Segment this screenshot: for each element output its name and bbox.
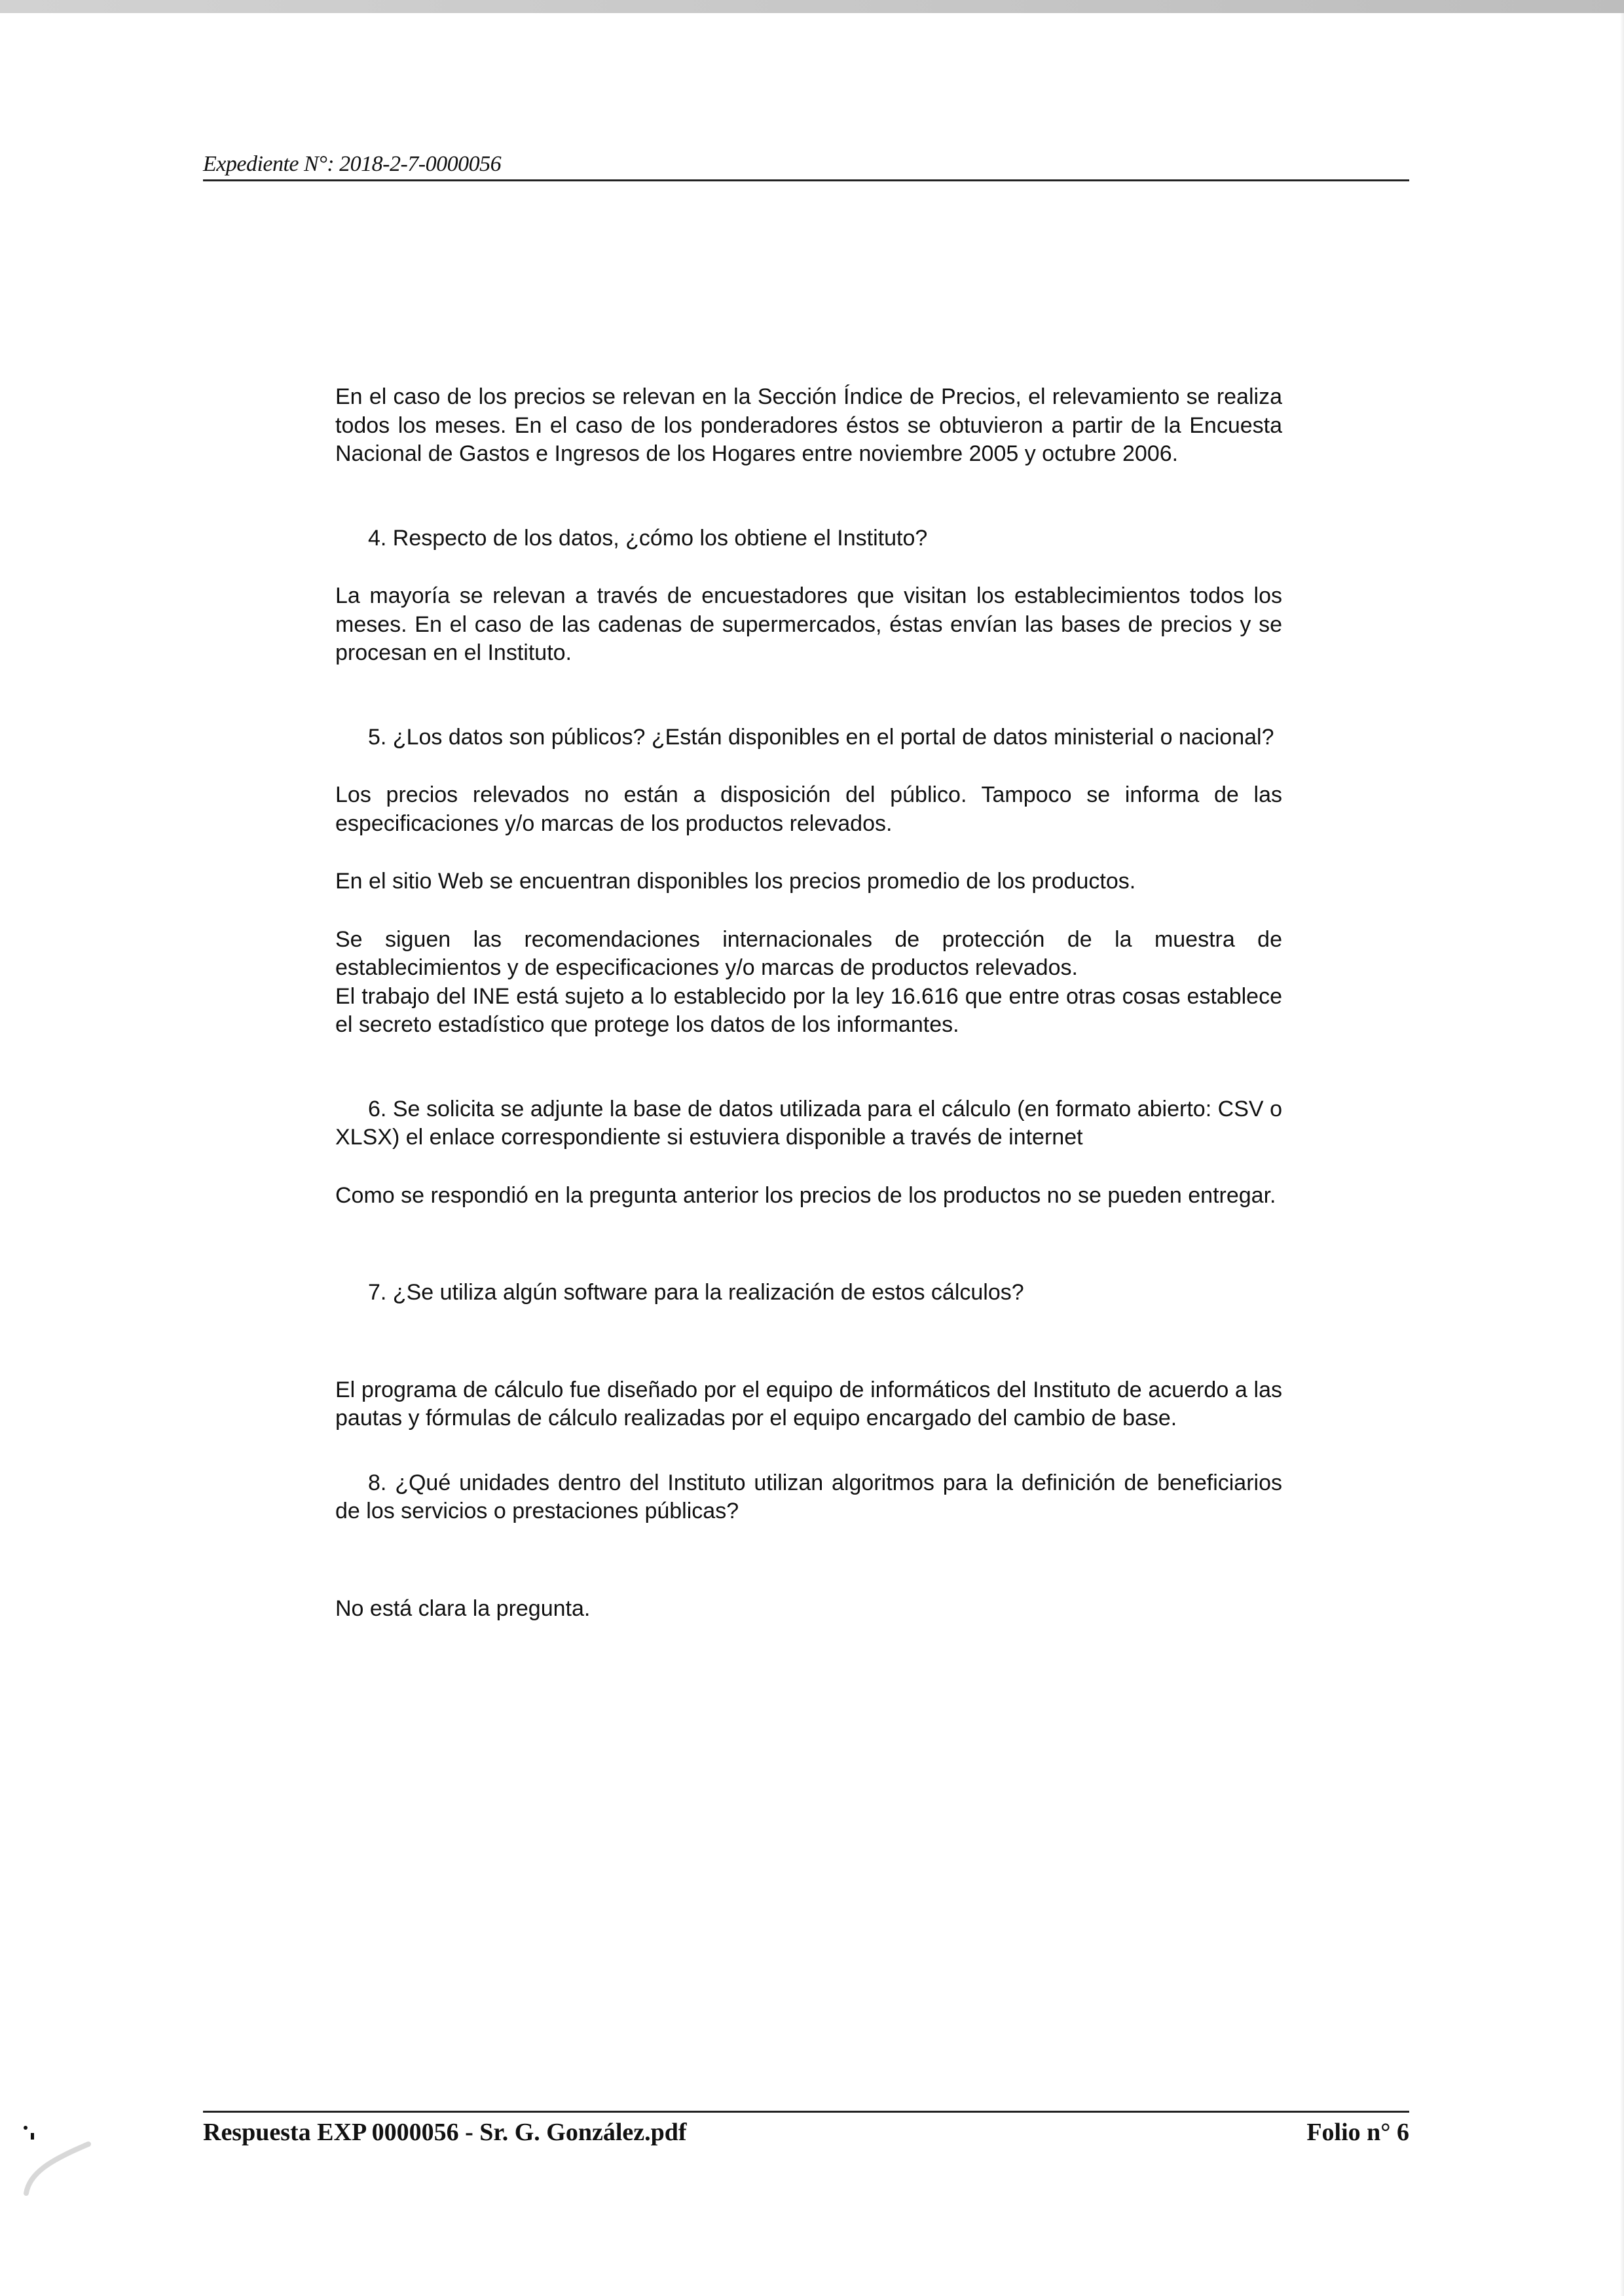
scan-right-edge (1620, 13, 1624, 2296)
footer-folio: Folio n° 6 (1306, 2119, 1409, 2146)
document-body (335, 383, 1282, 1623)
answer-4: La mayoría se relevan a través de encuestadores que visitan los establecimientos todos los meses. En el caso de las cadenas de supermercados, éstas envían las bases de precios y se procesan en el Instituto. (335, 583, 1282, 665)
expediente-number: Expediente N°: 2018-2-7-0000056 (203, 152, 502, 176)
question-7: 7. ¿Se utiliza algún software para la realización de estos cálculos? (368, 1280, 1024, 1305)
scan-mark-scribble (10, 2121, 101, 2200)
page-header (203, 152, 1409, 181)
footer-filename: Respuesta EXP 0000056 - Sr. G. González.pdf (203, 2119, 687, 2146)
answer-5-paragraph-3: Se siguen las recomendaciones internacionales de protección de la muestra de establecimientos y de especificaciones y/o marcas de productos relevados. (335, 926, 1282, 980)
answer-5-paragraph-4: El trabajo del INE está sujeto a lo establecido por la ley 16.616 que entre otras cosas establece el secreto estadístico que protege los datos de los informantes. (335, 983, 1282, 1037)
answer-7: El programa de cálculo fue diseñado por el equipo de informáticos del Instituto de acuerdo a las pautas y fórmulas de cálculo realizadas por el equipo encargado del cambio de base. (335, 1377, 1282, 1430)
question-8: 8. ¿Qué unidades dentro del Instituto utilizan algoritmos para la definición de beneficiarios de los servicios o prestaciones públicas? (335, 1470, 1282, 1523)
question-4: 4. Respecto de los datos, ¿cómo los obtiene el Instituto? (368, 525, 928, 551)
answer-5-paragraph-2: En el sitio Web se encuentran disponibles los precios promedio de los productos. (335, 869, 1136, 894)
scan-edge-band (0, 0, 1624, 13)
question-5: 5. ¿Los datos son públicos? ¿Están disponibles en el portal de datos ministerial o nacional? (368, 724, 1274, 750)
answer-6: Como se respondió en la pregunta anterior los precios de los productos no se pueden entregar. (335, 1182, 1276, 1208)
answer-5-paragraph-1: Los precios relevados no están a disposición del público. Tampoco se informa de las especificaciones y/o marcas de los productos relevados. (335, 782, 1282, 836)
page-footer (203, 2111, 1409, 2147)
question-6: 6. Se solicita se adjunte la base de datos utilizada para el cálculo (en formato abierto: CSV o XLSX) el enlace correspondiente si estuviera disponible a través de internet (335, 1096, 1282, 1150)
answer-8: No está clara la pregunta. (335, 1595, 591, 1621)
intro-paragraph: En el caso de los precios se relevan en la Sección Índice de Precios, el relevamiento se realiza todos los meses. En el caso de los ponderadores éstos se obtuvieron a partir de la Encuesta Nacional de Gastos e Ingresos de los Hogares entre noviembre 2005 y octubre 2006. (335, 384, 1282, 466)
